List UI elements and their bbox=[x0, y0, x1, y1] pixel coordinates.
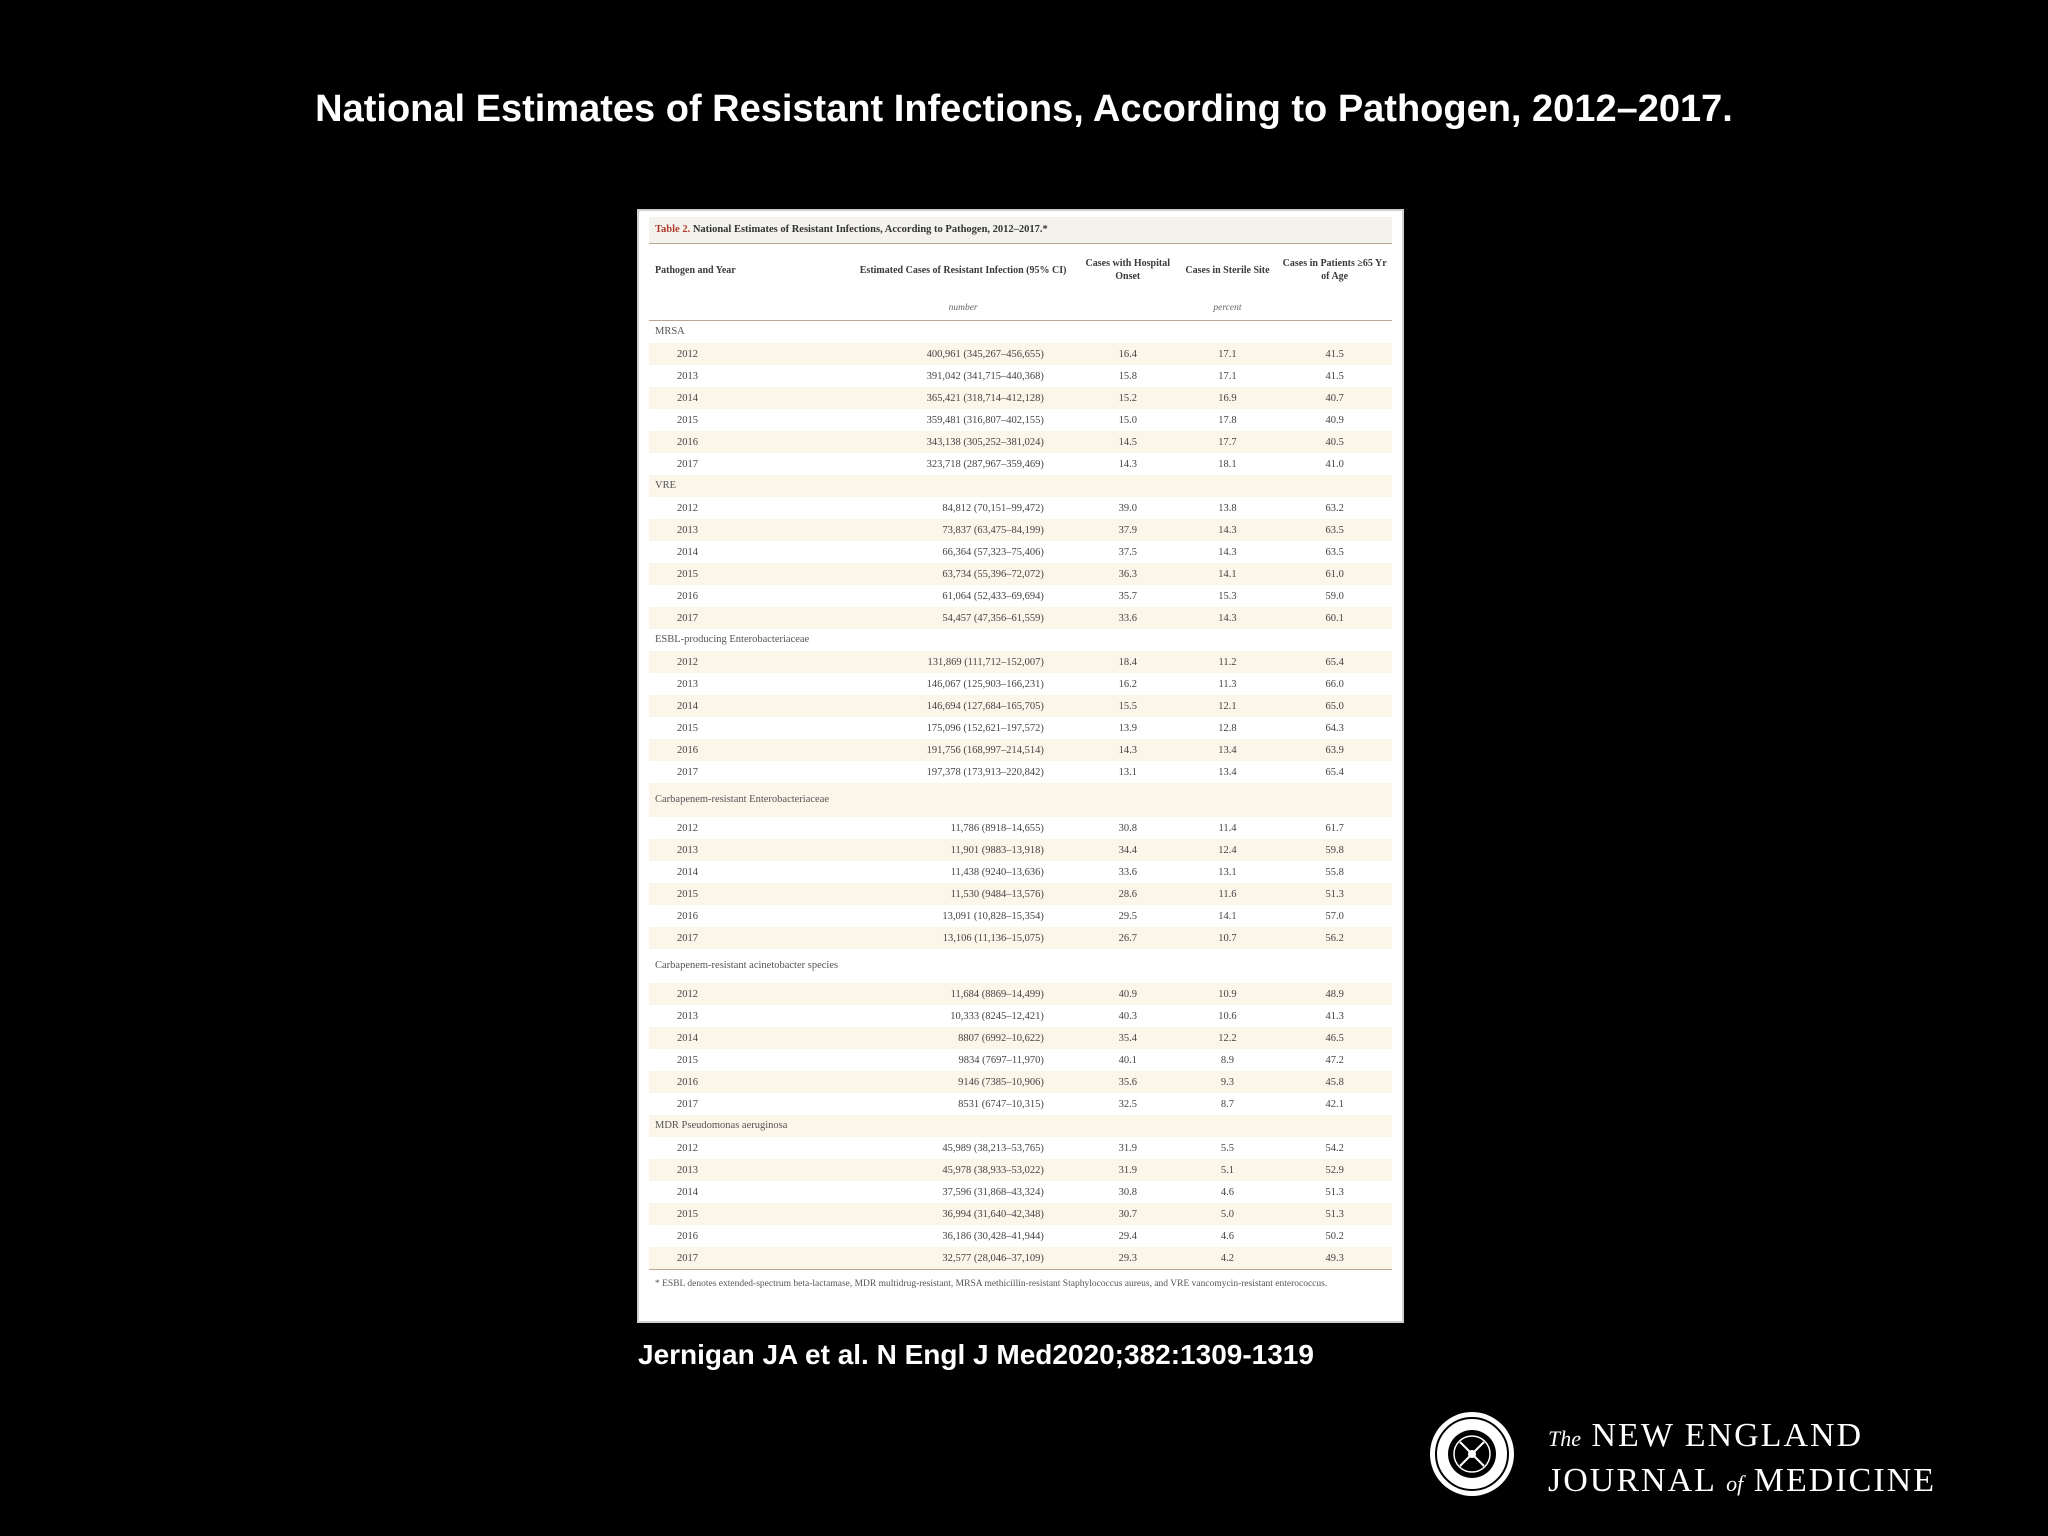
hospital-onset-cell: 16.4 bbox=[1078, 343, 1178, 365]
table-row bbox=[649, 1203, 1392, 1225]
year-cell: 2016 bbox=[649, 1071, 848, 1093]
sterile-site-cell: 11.3 bbox=[1218, 678, 1237, 690]
sterile-site-cell: 4.6 bbox=[1220, 1186, 1235, 1198]
year-cell: 2014 bbox=[649, 1027, 848, 1049]
year-cell: 2015 bbox=[677, 1054, 698, 1066]
pathogen-name: MDR Pseudomonas aeruginosa bbox=[649, 1115, 1392, 1137]
year-cell: 2013 bbox=[677, 370, 698, 382]
sterile-site-cell: 14.3 bbox=[1178, 519, 1278, 541]
year-cell: 2013 bbox=[649, 839, 848, 861]
hospital-onset-cell: 33.6 bbox=[1118, 866, 1137, 878]
estimate-cell: 11,438 (9240–13,636) bbox=[950, 866, 1044, 878]
table-row bbox=[649, 717, 1392, 739]
hospital-onset-cell: 16.2 bbox=[1118, 678, 1137, 690]
table-caption-text: National Estimates of Resistant Infections, According to Pathogen, 2012–2017.* bbox=[692, 224, 1048, 235]
estimate-cell: 13,106 (11,136–15,075) bbox=[848, 927, 1078, 949]
estimate-cell: 8531 (6747–10,315) bbox=[958, 1098, 1044, 1110]
hospital-onset-cell: 39.0 bbox=[1118, 502, 1137, 514]
table-row bbox=[649, 1005, 1392, 1027]
hospital-onset-cell: 40.1 bbox=[1118, 1054, 1137, 1066]
table-row bbox=[649, 365, 1392, 387]
year-cell: 2014 bbox=[677, 1186, 698, 1198]
hospital-onset-cell: 30.7 bbox=[1078, 1203, 1178, 1225]
year-cell: 2017 bbox=[677, 458, 698, 470]
age-65-cell: 40.5 bbox=[1277, 431, 1392, 453]
year-cell: 2013 bbox=[649, 1159, 848, 1181]
table-row bbox=[649, 1071, 1392, 1093]
table-header-row bbox=[649, 244, 1392, 296]
hospital-onset-cell: 36.3 bbox=[1078, 563, 1178, 585]
pathogen-group-row bbox=[649, 1115, 1392, 1137]
hospital-onset-cell: 14.3 bbox=[1118, 458, 1137, 470]
year-cell: 2014 bbox=[677, 866, 698, 878]
age-65-cell: 45.8 bbox=[1277, 1071, 1392, 1093]
estimate-cell: 323,718 (287,967–359,469) bbox=[926, 458, 1044, 470]
hospital-onset-cell: 40.9 bbox=[1078, 983, 1178, 1005]
estimate-cell: 365,421 (318,714–412,128) bbox=[848, 387, 1078, 409]
year-cell: 2013 bbox=[677, 678, 698, 690]
table-row bbox=[649, 817, 1392, 839]
units-number: number bbox=[848, 296, 1078, 321]
year-cell: 2012 bbox=[649, 343, 848, 365]
hospital-onset-cell: 40.3 bbox=[1118, 1010, 1137, 1022]
hospital-onset-cell: 30.8 bbox=[1118, 1186, 1137, 1198]
age-65-cell: 55.8 bbox=[1325, 866, 1344, 878]
table-row bbox=[649, 673, 1392, 695]
year-cell: 2015 bbox=[677, 722, 698, 734]
age-65-cell: 59.0 bbox=[1325, 590, 1344, 602]
age-65-cell: 61.0 bbox=[1277, 563, 1392, 585]
age-65-cell: 65.0 bbox=[1277, 695, 1392, 717]
estimate-cell: 175,096 (152,621–197,572) bbox=[926, 722, 1044, 734]
year-cell: 2017 bbox=[649, 1247, 848, 1270]
age-65-cell: 61.7 bbox=[1325, 822, 1344, 834]
age-65-cell: 63.2 bbox=[1325, 502, 1344, 514]
estimate-cell: 8807 (6992–10,622) bbox=[848, 1027, 1078, 1049]
sterile-site-cell: 12.4 bbox=[1178, 839, 1278, 861]
sterile-site-cell: 17.1 bbox=[1178, 343, 1278, 365]
hospital-onset-cell: 18.4 bbox=[1078, 651, 1178, 673]
sterile-site-cell: 12.2 bbox=[1178, 1027, 1278, 1049]
age-65-cell: 46.5 bbox=[1277, 1027, 1392, 1049]
resistant-infections-table bbox=[649, 244, 1392, 1270]
estimate-cell: 197,378 (173,913–220,842) bbox=[926, 766, 1044, 778]
sterile-site-cell: 12.1 bbox=[1178, 695, 1278, 717]
age-65-cell: 51.3 bbox=[1277, 1203, 1392, 1225]
estimate-cell: 54,457 (47,356–61,559) bbox=[848, 607, 1078, 629]
table-label: Table 2. bbox=[655, 224, 691, 235]
hospital-onset-cell: 31.9 bbox=[1078, 1159, 1178, 1181]
estimate-cell: 11,786 (8918–14,655) bbox=[950, 822, 1044, 834]
estimate-cell: 131,869 (111,712–152,007) bbox=[848, 651, 1078, 673]
table-row bbox=[649, 739, 1392, 761]
table-row bbox=[649, 343, 1392, 365]
age-65-cell: 47.2 bbox=[1325, 1054, 1344, 1066]
estimate-cell: 359,481 (316,807–402,155) bbox=[926, 414, 1044, 426]
year-cell: 2012 bbox=[649, 983, 848, 1005]
hospital-onset-cell: 13.9 bbox=[1118, 722, 1137, 734]
age-65-cell: 66.0 bbox=[1325, 678, 1344, 690]
table-row bbox=[649, 861, 1392, 883]
estimate-cell: 45,989 (38,213–53,765) bbox=[942, 1142, 1044, 1154]
estimate-cell: 9146 (7385–10,906) bbox=[848, 1071, 1078, 1093]
pathogen-name: VRE bbox=[649, 475, 1392, 497]
estimate-cell: 391,042 (341,715–440,368) bbox=[926, 370, 1044, 382]
age-65-cell: 49.3 bbox=[1277, 1247, 1392, 1270]
hospital-onset-cell: 15.2 bbox=[1078, 387, 1178, 409]
pathogen-name: Carbapenem-resistant acinetobacter species bbox=[655, 960, 839, 971]
hospital-onset-cell: 30.8 bbox=[1118, 822, 1137, 834]
age-65-cell: 42.1 bbox=[1325, 1098, 1344, 1110]
header-hospital-onset: Cases with Hospital Onset bbox=[1085, 258, 1170, 282]
sterile-site-cell: 10.7 bbox=[1178, 927, 1278, 949]
pathogen-group-row bbox=[649, 321, 1392, 344]
table-footnote: * ESBL denotes extended-spectrum beta-lactamase, MDR multidrug-resistant, MRSA methicillin-resistant Staphylococcus aureus, and VRE vancomycin-resistant enterococcus. bbox=[655, 1279, 1328, 1289]
table-row bbox=[649, 497, 1392, 519]
age-65-cell: 63.9 bbox=[1277, 739, 1392, 761]
pathogen-group-row bbox=[649, 629, 1392, 651]
hospital-onset-cell: 13.1 bbox=[1118, 766, 1137, 778]
estimate-cell: 66,364 (57,323–75,406) bbox=[942, 546, 1044, 558]
hospital-onset-cell: 29.3 bbox=[1078, 1247, 1178, 1270]
age-65-cell: 52.9 bbox=[1277, 1159, 1392, 1181]
estimate-cell: 37,596 (31,868–43,324) bbox=[942, 1186, 1044, 1198]
table-row bbox=[649, 607, 1392, 629]
table-row bbox=[649, 541, 1392, 563]
estimate-cell: 11,684 (8869–14,499) bbox=[848, 983, 1078, 1005]
hospital-onset-cell: 14.3 bbox=[1078, 739, 1178, 761]
year-cell: 2012 bbox=[677, 502, 698, 514]
year-cell: 2013 bbox=[649, 519, 848, 541]
estimate-cell: 11,901 (9883–13,918) bbox=[848, 839, 1078, 861]
sterile-site-cell: 13.8 bbox=[1218, 502, 1237, 514]
table-row bbox=[649, 1093, 1392, 1115]
estimate-cell: 400,961 (345,267–456,655) bbox=[848, 343, 1078, 365]
sterile-site-cell: 15.3 bbox=[1218, 590, 1237, 602]
table-row bbox=[649, 1137, 1392, 1159]
sterile-site-cell: 10.6 bbox=[1218, 1010, 1237, 1022]
sterile-site-cell: 13.4 bbox=[1178, 739, 1278, 761]
citation: Jernigan JA et al. N Engl J Med2020;382:1309-1319 bbox=[638, 1339, 1314, 1370]
hospital-onset-cell: 37.9 bbox=[1078, 519, 1178, 541]
year-cell: 2015 bbox=[649, 883, 848, 905]
journal-name-line1: The NEW ENGLAND bbox=[1548, 1417, 1864, 1454]
pathogen-name: Carbapenem-resistant Enterobacteriaceae bbox=[649, 783, 1392, 817]
age-65-cell: 54.2 bbox=[1325, 1142, 1344, 1154]
age-65-cell: 51.3 bbox=[1325, 1186, 1344, 1198]
pathogen-group-row bbox=[649, 783, 1392, 817]
estimate-cell: 146,694 (127,684–165,705) bbox=[848, 695, 1078, 717]
year-cell: 2017 bbox=[677, 766, 698, 778]
estimate-cell: 9834 (7697–11,970) bbox=[958, 1054, 1044, 1066]
age-65-cell: 41.3 bbox=[1325, 1010, 1344, 1022]
sterile-site-cell: 17.7 bbox=[1178, 431, 1278, 453]
estimate-cell: 73,837 (63,475–84,199) bbox=[848, 519, 1078, 541]
table-row bbox=[649, 839, 1392, 861]
table-row bbox=[649, 905, 1392, 927]
sterile-site-cell: 11.2 bbox=[1178, 651, 1278, 673]
sterile-site-cell: 13.4 bbox=[1218, 766, 1237, 778]
sterile-site-cell: 4.2 bbox=[1178, 1247, 1278, 1270]
pathogen-group-row bbox=[649, 949, 1392, 983]
age-65-cell: 57.0 bbox=[1325, 910, 1344, 922]
table-row bbox=[649, 387, 1392, 409]
age-65-cell: 63.5 bbox=[1277, 519, 1392, 541]
hospital-onset-cell: 29.5 bbox=[1118, 910, 1137, 922]
year-cell: 2016 bbox=[649, 431, 848, 453]
sterile-site-cell: 14.3 bbox=[1178, 607, 1278, 629]
sterile-site-cell: 8.7 bbox=[1220, 1098, 1235, 1110]
age-65-cell: 65.4 bbox=[1277, 651, 1392, 673]
estimate-cell: 36,186 (30,428–41,944) bbox=[942, 1230, 1044, 1242]
sterile-site-cell: 14.1 bbox=[1218, 910, 1237, 922]
table-row bbox=[649, 695, 1392, 717]
table-row bbox=[649, 409, 1392, 431]
age-65-cell: 65.4 bbox=[1325, 766, 1344, 778]
sterile-site-cell: 5.5 bbox=[1220, 1142, 1235, 1154]
age-65-cell: 63.5 bbox=[1325, 546, 1344, 558]
table-row bbox=[649, 651, 1392, 673]
table-row bbox=[649, 883, 1392, 905]
pathogen-name: MRSA bbox=[655, 326, 685, 337]
header-pathogen: Pathogen and Year bbox=[655, 264, 736, 276]
sterile-site-cell: 14.1 bbox=[1178, 563, 1278, 585]
hospital-onset-cell: 35.4 bbox=[1078, 1027, 1178, 1049]
table-row bbox=[649, 453, 1392, 475]
sterile-site-cell: 17.8 bbox=[1218, 414, 1237, 426]
nejm-seal-icon bbox=[1428, 1410, 1516, 1498]
age-65-cell: 41.5 bbox=[1325, 370, 1344, 382]
year-cell: 2014 bbox=[677, 546, 698, 558]
table-caption bbox=[649, 217, 1392, 244]
header-estimate: Estimated Cases of Resistant Infection (95% CI) bbox=[859, 264, 1067, 276]
hospital-onset-cell: 15.0 bbox=[1118, 414, 1137, 426]
estimate-cell: 11,530 (9484–13,576) bbox=[848, 883, 1078, 905]
hospital-onset-cell: 28.6 bbox=[1078, 883, 1178, 905]
table-row bbox=[649, 983, 1392, 1005]
estimate-cell: 36,994 (31,640–42,348) bbox=[848, 1203, 1078, 1225]
units-row bbox=[649, 296, 1392, 321]
units-percent: percent bbox=[1178, 296, 1278, 321]
age-65-cell: 56.2 bbox=[1277, 927, 1392, 949]
age-65-cell: 40.7 bbox=[1277, 387, 1392, 409]
estimate-cell: 63,734 (55,396–72,072) bbox=[848, 563, 1078, 585]
table-row bbox=[649, 1247, 1392, 1270]
estimate-cell: 84,812 (70,151–99,472) bbox=[942, 502, 1044, 514]
year-cell: 2017 bbox=[677, 1098, 698, 1110]
hospital-onset-cell: 32.5 bbox=[1118, 1098, 1137, 1110]
hospital-onset-cell: 15.8 bbox=[1118, 370, 1137, 382]
estimate-cell: 61,064 (52,433–69,694) bbox=[942, 590, 1044, 602]
year-cell: 2012 bbox=[649, 651, 848, 673]
estimate-cell: 13,091 (10,828–15,354) bbox=[942, 910, 1044, 922]
sterile-site-cell: 9.3 bbox=[1178, 1071, 1278, 1093]
year-cell: 2017 bbox=[649, 607, 848, 629]
estimate-cell: 32,577 (28,046–37,109) bbox=[848, 1247, 1078, 1270]
year-cell: 2017 bbox=[649, 927, 848, 949]
sterile-site-cell: 14.3 bbox=[1218, 546, 1237, 558]
table-row bbox=[649, 563, 1392, 585]
table-body bbox=[649, 321, 1392, 1270]
table-row bbox=[649, 1159, 1392, 1181]
header-age-65: Cases in Patients ≥65 Yr of Age bbox=[1282, 258, 1387, 282]
year-cell: 2015 bbox=[677, 414, 698, 426]
year-cell: 2015 bbox=[649, 563, 848, 585]
journal-name bbox=[1548, 1415, 1936, 1505]
table-row bbox=[649, 1027, 1392, 1049]
year-cell: 2016 bbox=[677, 1230, 698, 1242]
table-figure bbox=[637, 209, 1404, 1323]
hospital-onset-cell: 29.4 bbox=[1118, 1230, 1137, 1242]
age-65-cell: 41.5 bbox=[1277, 343, 1392, 365]
estimate-cell: 191,756 (168,997–214,514) bbox=[848, 739, 1078, 761]
hospital-onset-cell: 34.4 bbox=[1078, 839, 1178, 861]
header-sterile-site: Cases in Sterile Site bbox=[1185, 264, 1270, 276]
table-row bbox=[649, 1049, 1392, 1071]
hospital-onset-cell: 31.9 bbox=[1118, 1142, 1137, 1154]
year-cell: 2015 bbox=[649, 1203, 848, 1225]
pathogen-group-row bbox=[649, 475, 1392, 497]
year-cell: 2016 bbox=[649, 739, 848, 761]
pathogen-name: ESBL-producing Enterobacteriaceae bbox=[655, 634, 810, 645]
sterile-site-cell: 17.1 bbox=[1218, 370, 1237, 382]
age-65-cell: 48.9 bbox=[1277, 983, 1392, 1005]
slide-title: National Estimates of Resistant Infections, According to Pathogen, 2012–2017. bbox=[315, 88, 1733, 130]
sterile-site-cell: 10.9 bbox=[1178, 983, 1278, 1005]
sterile-site-cell: 8.9 bbox=[1220, 1054, 1235, 1066]
year-cell: 2014 bbox=[649, 387, 848, 409]
estimate-cell: 146,067 (125,903–166,231) bbox=[926, 678, 1044, 690]
sterile-site-cell: 5.0 bbox=[1178, 1203, 1278, 1225]
table-row bbox=[649, 431, 1392, 453]
table-row bbox=[649, 761, 1392, 783]
sterile-site-cell: 18.1 bbox=[1218, 458, 1237, 470]
hospital-onset-cell: 33.6 bbox=[1078, 607, 1178, 629]
estimate-cell: 343,138 (305,252–381,024) bbox=[848, 431, 1078, 453]
age-65-cell: 40.9 bbox=[1325, 414, 1344, 426]
year-cell: 2012 bbox=[677, 822, 698, 834]
table-row bbox=[649, 927, 1392, 949]
age-65-cell: 60.1 bbox=[1277, 607, 1392, 629]
hospital-onset-cell: 35.6 bbox=[1078, 1071, 1178, 1093]
table-row bbox=[649, 1181, 1392, 1203]
year-cell: 2012 bbox=[677, 1142, 698, 1154]
sterile-site-cell: 5.1 bbox=[1178, 1159, 1278, 1181]
sterile-site-cell: 11.4 bbox=[1218, 822, 1237, 834]
year-cell: 2016 bbox=[677, 910, 698, 922]
table-row bbox=[649, 1225, 1392, 1247]
age-65-cell: 51.3 bbox=[1277, 883, 1392, 905]
year-cell: 2016 bbox=[677, 590, 698, 602]
sterile-site-cell: 16.9 bbox=[1178, 387, 1278, 409]
hospital-onset-cell: 37.5 bbox=[1118, 546, 1137, 558]
age-65-cell: 50.2 bbox=[1325, 1230, 1344, 1242]
hospital-onset-cell: 26.7 bbox=[1078, 927, 1178, 949]
hospital-onset-cell: 35.7 bbox=[1118, 590, 1137, 602]
table-row bbox=[649, 585, 1392, 607]
hospital-onset-cell: 15.5 bbox=[1078, 695, 1178, 717]
sterile-site-cell: 13.1 bbox=[1218, 866, 1237, 878]
hospital-onset-cell: 14.5 bbox=[1078, 431, 1178, 453]
estimate-cell: 45,978 (38,933–53,022) bbox=[848, 1159, 1078, 1181]
journal-name-line2: JOURNAL of MEDICINE bbox=[1548, 1462, 1936, 1499]
year-cell: 2014 bbox=[649, 695, 848, 717]
age-65-cell: 64.3 bbox=[1325, 722, 1344, 734]
age-65-cell: 41.0 bbox=[1325, 458, 1344, 470]
estimate-cell: 10,333 (8245–12,421) bbox=[950, 1010, 1044, 1022]
sterile-site-cell: 11.6 bbox=[1178, 883, 1278, 905]
year-cell: 2013 bbox=[677, 1010, 698, 1022]
sterile-site-cell: 4.6 bbox=[1220, 1230, 1235, 1242]
age-65-cell: 59.8 bbox=[1277, 839, 1392, 861]
table-row bbox=[649, 519, 1392, 541]
sterile-site-cell: 12.8 bbox=[1218, 722, 1237, 734]
